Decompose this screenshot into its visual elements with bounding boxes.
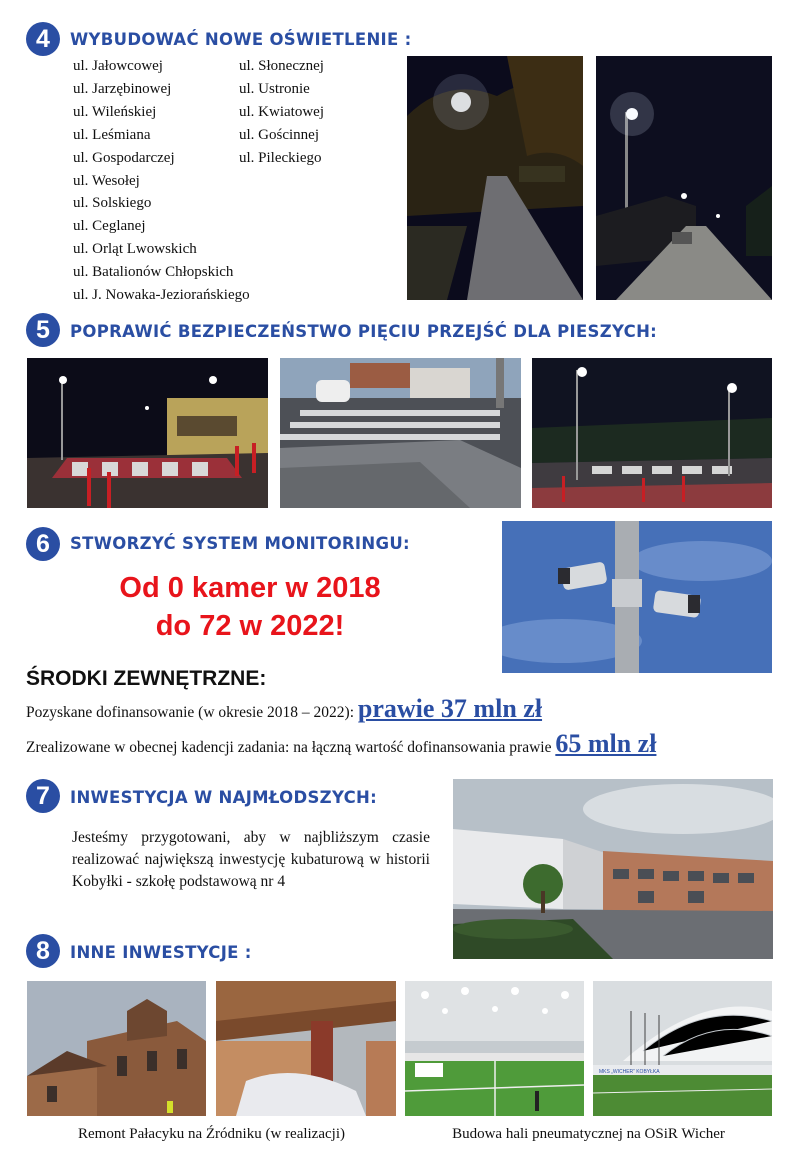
- funding-line-2-text: Zrealizowane w obecnej kadencji zadania: na łączną wartość dofinansowania prawie: [26, 739, 552, 756]
- funding-line-2: [26, 729, 656, 759]
- banner-text: MKS „WICHER” KOBYŁKA: [599, 1069, 660, 1075]
- street-item: ul. Batalionów Chłopskich: [73, 264, 234, 281]
- external-funds-title: ŚRODKI ZEWNĘTRZNE:: [26, 667, 267, 690]
- section-6-title: STWORZYĆ SYSTEM MONITORINGU:: [70, 534, 410, 553]
- funding-line-1: [26, 694, 542, 724]
- section-7-title: INWESTYCJA W NAJMŁODSZYCH:: [70, 788, 378, 807]
- night-street-photo-2: [596, 56, 772, 300]
- street-item: ul. Jałowcowej: [73, 58, 163, 74]
- crosswalk-photo-3: [532, 358, 772, 508]
- section-6-badge: 6: [26, 527, 60, 561]
- section-7-badge: 7: [26, 779, 60, 813]
- section-8-badge: 8: [26, 934, 60, 968]
- street-item: ul. Wileńskiej: [73, 103, 157, 120]
- school-rendering: [453, 779, 773, 959]
- street-item: ul. Ceglanej: [73, 218, 146, 235]
- crosswalk-photo-2: [280, 358, 521, 508]
- night-street-photo-1: [407, 56, 583, 300]
- street-item: ul. Leśmiana: [73, 126, 151, 143]
- palace-photo-1: [27, 981, 206, 1116]
- street-item: ul. Gospodarczej: [73, 149, 175, 166]
- street-item: ul. J. Nowaka-Jeziorańskiego: [73, 287, 250, 303]
- section-4-badge: 4: [26, 22, 60, 56]
- street-item: ul. Gościnnej: [239, 126, 319, 143]
- sports-hall-exterior-photo: [593, 981, 772, 1116]
- crosswalk-photo-1: [27, 358, 268, 508]
- section-8-title: INNE INWESTYCJE :: [70, 943, 252, 962]
- street-item: ul. Pileckiego: [239, 149, 322, 166]
- section-5-badge: 5: [26, 313, 60, 347]
- caption-hall: Budowa hali pneumatycznej na OSiR Wicher: [452, 1126, 725, 1142]
- funding-amount-1: prawie 37 mln zł: [357, 694, 543, 723]
- street-item: ul. Wesołej: [73, 172, 140, 189]
- camera-photo: [502, 521, 772, 673]
- street-item: ul. Kwiatowej: [239, 103, 324, 120]
- palace-photo-2: [216, 981, 396, 1116]
- section-7-text: Jesteśmy przygotowani, aby w najbliższym czasie realizować największą inwestycję kubaturową w historii Kobyłki - szkołę podstawową nr 4: [72, 829, 430, 890]
- street-item: ul. Orląt Lwowskich: [73, 241, 197, 258]
- street-item: ul. Solskiego: [73, 195, 152, 212]
- funding-line-1-text: Pozyskane dofinansowanie (w okresie 2018 – 2022):: [26, 704, 355, 721]
- section-5-title: POPRAWIĆ BEZPIECZEŃSTWO PIĘCIU PRZEJŚĆ DLA PIESZYCH:: [70, 322, 658, 341]
- caption-palace: Remont Pałacyku na Źródniku (w realizacji): [78, 1126, 345, 1142]
- cameras-line-2: do 72 w 2022!: [155, 610, 345, 642]
- sports-hall-interior-photo: [405, 981, 584, 1116]
- cameras-line-1: Od 0 kamer w 2018: [119, 572, 381, 604]
- section-4-title: WYBUDOWAĆ NOWE OŚWIETLENIE :: [70, 30, 412, 49]
- street-item: ul. Ustronie: [239, 80, 310, 97]
- funding-amount-2: 65 mln zł: [555, 729, 657, 758]
- street-item: ul. Jarzębinowej: [73, 80, 172, 97]
- street-item: ul. Słonecznej: [239, 58, 324, 74]
